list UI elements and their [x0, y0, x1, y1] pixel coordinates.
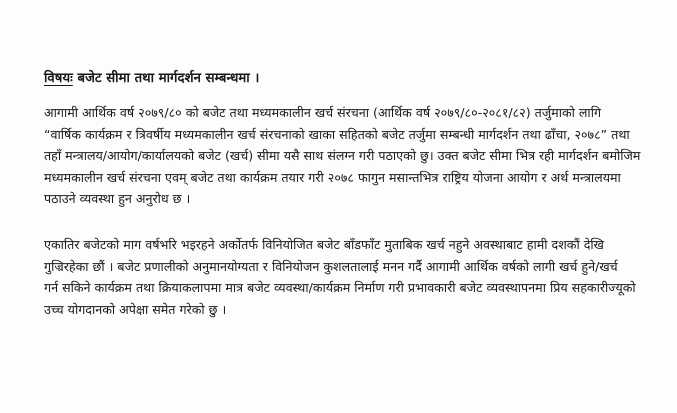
subject-text: बजेट सीमा तथा मार्गदर्शन सम्बन्धमा ।	[72, 71, 260, 86]
paragraph-line: उच्च योगदानको अपेक्षा समेत गरेको छु ।	[44, 301, 227, 317]
paragraph-line: मध्यमकालीन खर्च संरचना एवम् बजेट तथा कार्यक्रम तयार गरी २०७८ फागुन मसान्तभित्र राष्ट्रिय योजना आयोग र अर्थ मन्त्रालयमा	[44, 169, 621, 185]
paragraph-budget-management	[44, 234, 664, 320]
paragraph-line: तहाँ मन्त्रालय/आयोग/कार्यालयको बजेट (खर्च) सीमा यसै साथ संलग्न गरी पठाएको छु। उक्त बजेट सीमा भित्र रही मार्गदर्शन बमोजिम	[44, 148, 641, 163]
paragraph-budget-ceiling	[44, 102, 664, 210]
paragraph-line: गर्न सकिने कार्यक्रम तथा क्रियाकलापमा मात्र बजेट व्यवस्था/कार्यक्रम निर्माण गरी प्रभावकारी बजेट व्यवस्थापनमा प्रिय सहकारीज्यूको	[44, 280, 636, 295]
paragraph-line: गुज्रिरहेका छौं । बजेट प्रणालीको अनुमानयोग्यता र विनियोजन कुशलतालाई मनन गर्दै आगामी आर्थिक वर्षको लागी खर्च हुने/खर्च	[44, 258, 618, 274]
subject-label: विषयः	[44, 71, 73, 86]
paragraph-line: एकातिर बजेटको माग वर्षभरि भइरहने अर्कोतर्फ विनियोजित बजेट बाँडफाँट मुताबिक खर्च नहुने अवस्थाबाट हामी दशकौं देखि	[44, 237, 604, 252]
paragraph-line: “वार्षिक कार्यक्रम र त्रिवर्षीय मध्यमकालीन खर्च संरचनाको खाका सहितको बजेट तर्जुमा सम्बन्धी मार्गदर्शन तथा ढाँचा, २०७८” तथा	[44, 126, 630, 142]
paragraph-line: पठाउने व्यवस्था हुन अनुरोध छ ।	[44, 191, 191, 206]
paragraph-line: आगामी आर्थिक वर्ष २०७९/८० को बजेट तथा मध्यमकालीन खर्च संरचना (आर्थिक वर्ष २०७९/८०-२०८१/८२) तर्जुमाको लागि	[44, 105, 602, 120]
subject-line	[44, 68, 259, 86]
